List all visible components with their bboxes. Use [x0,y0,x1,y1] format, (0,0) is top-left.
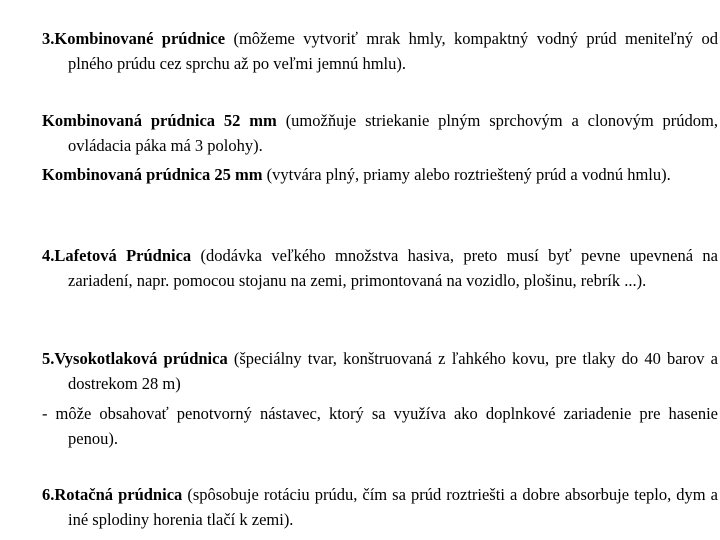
heading-high-pressure-nozzle: 5.Vysokotlaková prúdnica [42,349,228,368]
heading-monitor-nozzle: 4.Lafetová Prúdnica [42,246,192,265]
text-monitor-nozzle: (dodávka veľkého množstva hasiva, preto musí byť pevne upevnená na zariadení, napr. pomocou stojanu na zemi, primontovaná na vozidlo, plošinu, rebrík ...). [68,246,718,290]
paragraph-combined-nozzles [42,26,718,76]
heading-nozzle-25mm: Kombinovaná prúdnica 25 mm [42,165,263,184]
paragraph-rotary-nozzle [42,482,718,532]
heading-nozzle-52mm: Kombinovaná prúdnica 52 mm [42,111,277,130]
text-nozzle-25mm: (vytvára plný, priamy alebo roztrieštený prúd a vodnú hmlu). [262,165,671,184]
heading-combined-nozzles: 3.Kombinované prúdnice [42,29,226,48]
text-rotary-nozzle: (spôsobuje rotáciu prúdu, čím sa prúd roztriešti a dobre absorbuje teplo, dym a iné splodiny horenia tlačí k zemi). [68,485,718,529]
text-nozzle-52mm: (umožňuje striekanie plným sprchovým a clonovým prúdom, ovládacia páka má 3 polohy). [68,111,718,155]
heading-rotary-nozzle: 6.Rotačná prúdnica [42,485,183,504]
text-high-pressure-nozzle: (špeciálny tvar, konštruovaná z ľahkého kovu, pre tlaky do 40 barov a dostrekom 28 m) [68,349,718,393]
paragraph-monitor-nozzle [42,243,718,293]
paragraph-high-pressure-nozzle [42,346,718,396]
paragraph-foam-attachment [42,401,718,451]
paragraph-nozzle-25mm [42,162,718,187]
paragraph-nozzle-52mm [42,108,718,158]
text-combined-nozzles: (môžeme vytvoriť mrak hmly, kompaktný vodný prúd meniteľný od plného prúdu cez sprchu až po veľmi jemnú hmlu). [68,29,719,73]
text-foam-attachment: - môže obsahovať penotvorný nástavec, ktorý sa využíva ako doplnkové zariadenie pre hasenie penou). [42,404,718,448]
